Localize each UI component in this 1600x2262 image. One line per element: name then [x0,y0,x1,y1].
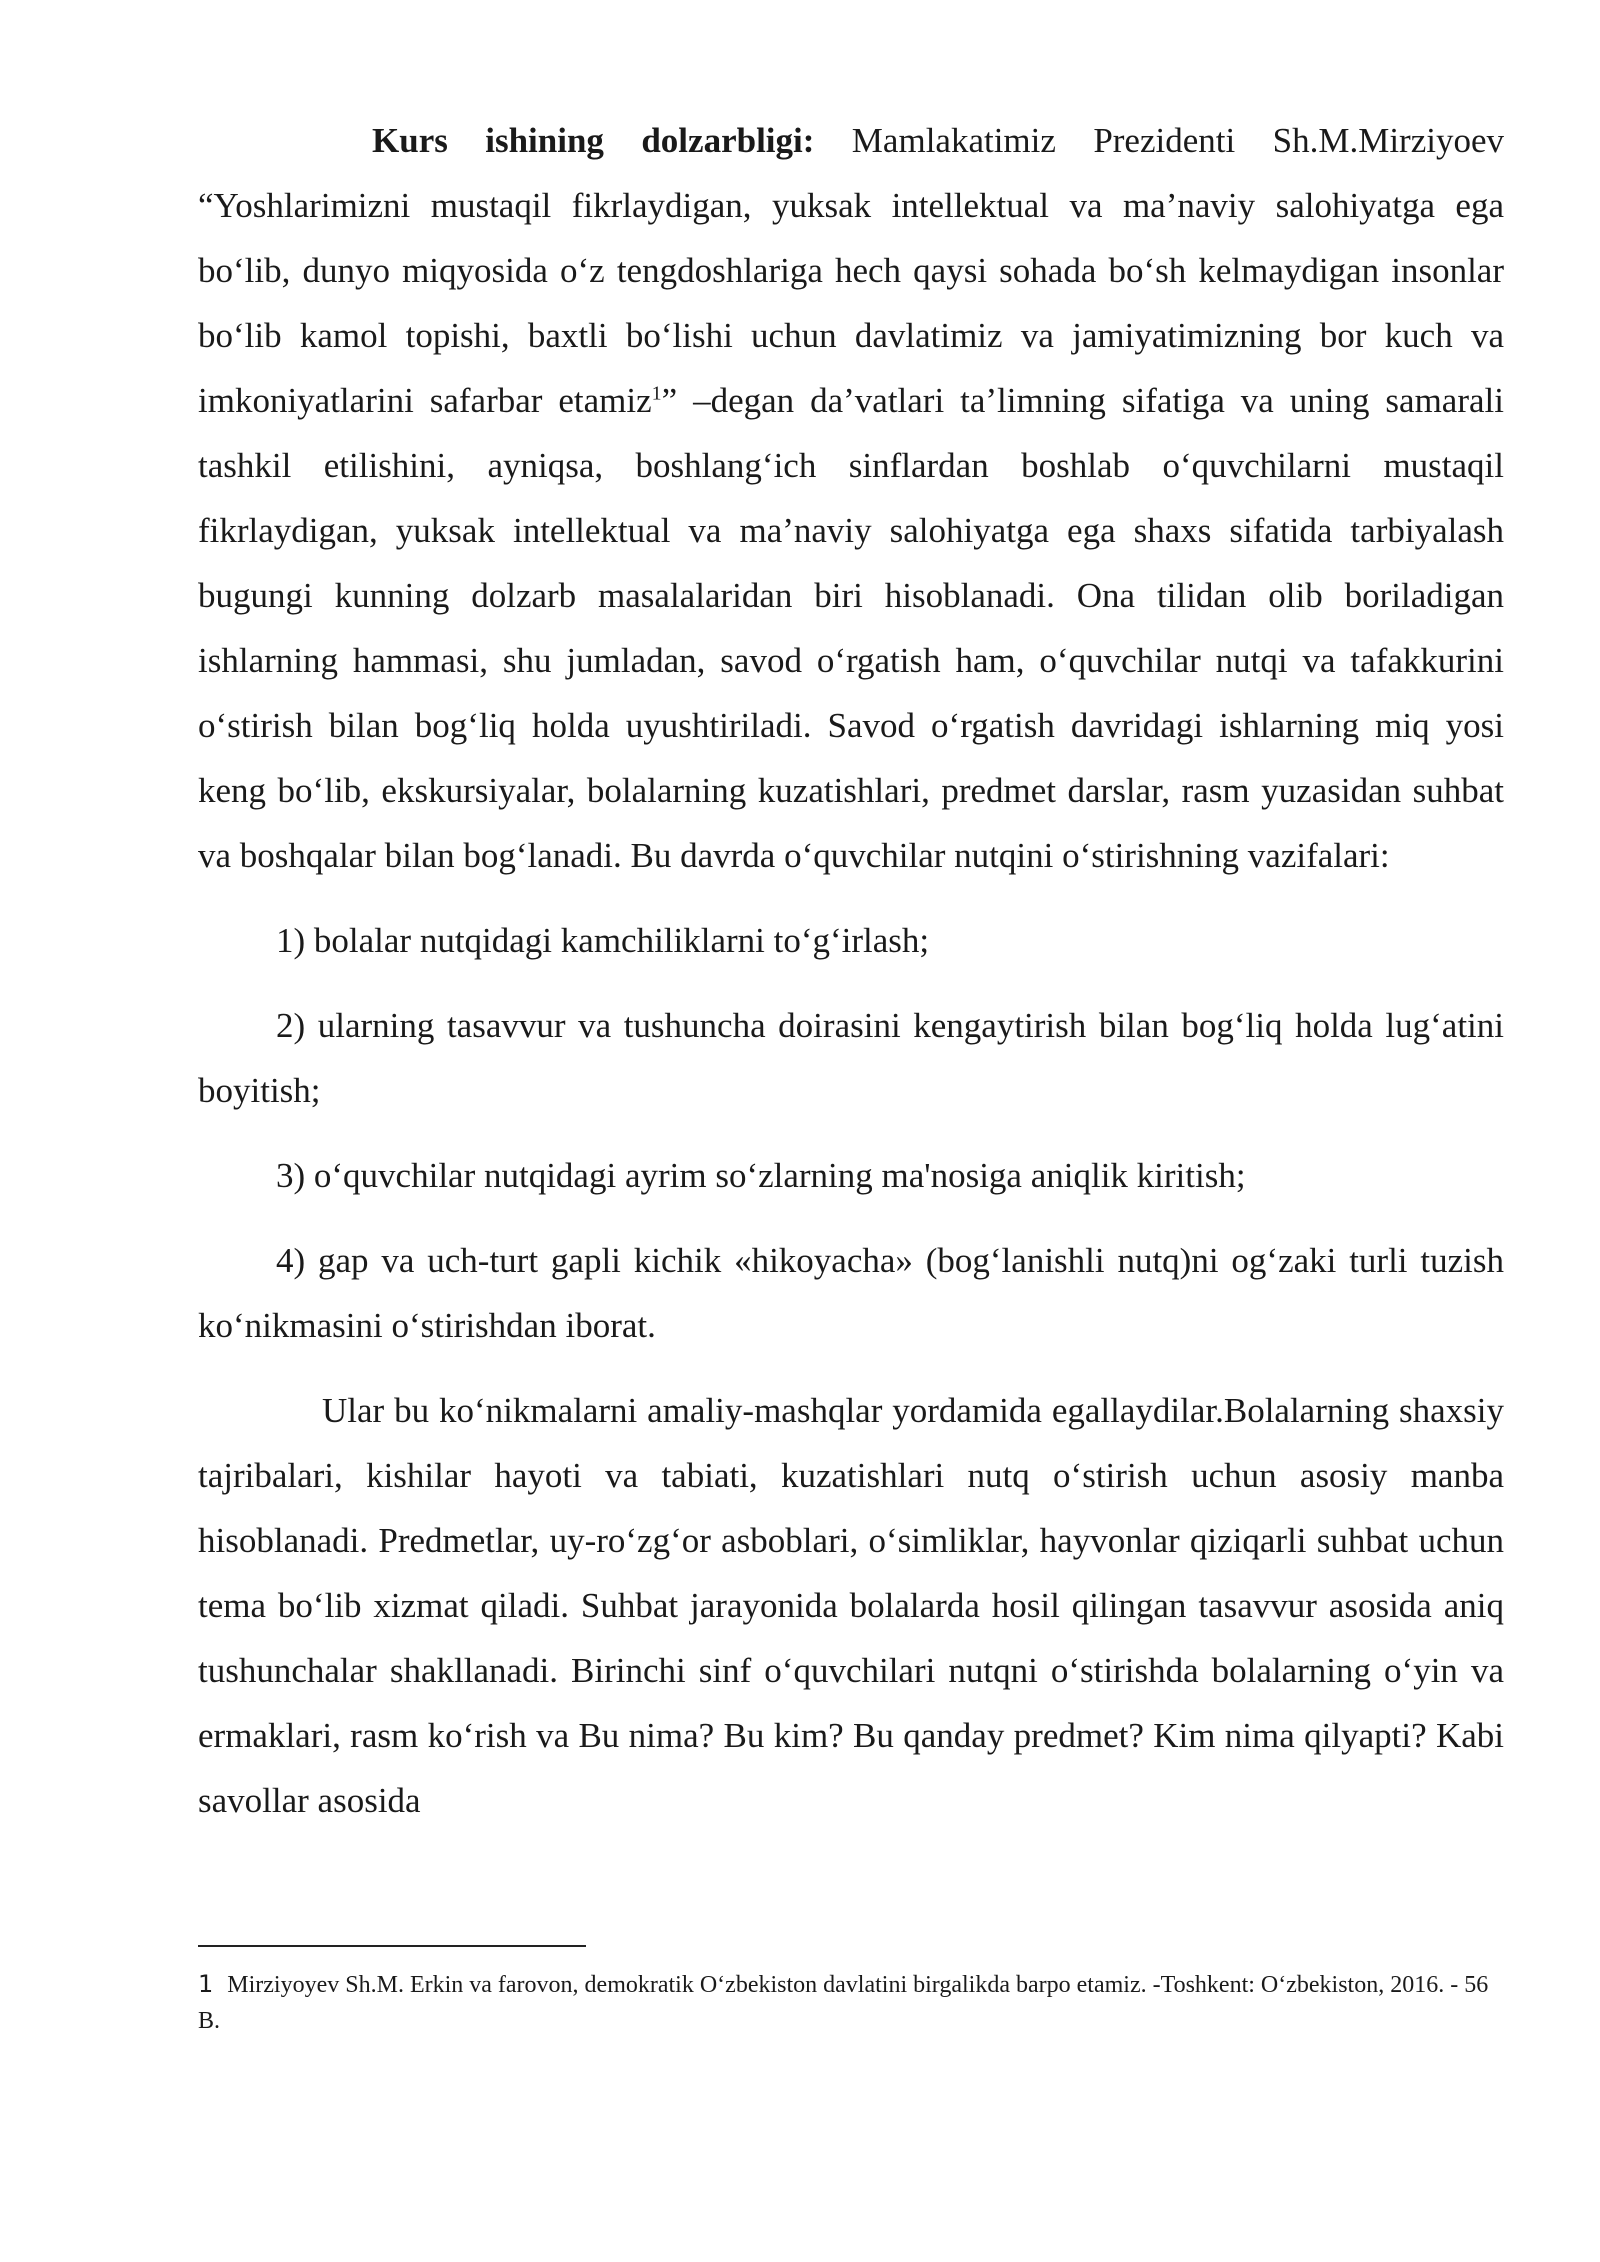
list-item-2: 2) ularning tasavvur va tushuncha doirasini kengaytirish bilan bog‘liq holda lug‘atini boyitish; [198,1006,1504,1110]
footnote-text: Mirziyoyev Sh.M. Erkin va farovon, demokratik O‘zbekiston davlatini birgalikda barpo etamiz. -Toshkent: O‘zbekiston, 2016. - 56 B. [198,1972,1489,2034]
footnote-reference[interactable]: 1 [651,382,662,405]
body-paragraph-2: Ular bu ko‘nikmalarni amaliy-mashqlar yordamida egallaydilar.Bolalarning shaxsiy tajribalari, kishilar hayoti va tabiati, kuzatishlari nutq o‘stirish uchun asosiy manba hisoblanadi. Predmetlar, uy-ro‘zg‘or asboblari, o‘simliklar, hayvonlar qiziqarli suhbat uchun tema bo‘lib xizmat qiladi. Suhbat jarayonida bolalarda hosil qilingan tasavvur asosida aniq tushunchalar shakllanadi. Birinchi sinf o‘quvchilari nutqni o‘stirishda bolalarning o‘yin va ermaklari, rasm ko‘rish va Bu nima? Bu kim? Bu qanday predmet? Kim nima qilyapti? Kabi savollar asosida [198,1391,1504,1820]
footnote-separator [198,1945,586,1947]
intro-text-continued: ” –degan da’vatlari ta’limning sifatiga va uning samarali tashkil etilishini, ayniqsa, boshlang‘ich sinflardan boshlab o‘quvchilarni mustaqil fikrlaydigan, yuksak intellektual va ma’naviy salohiyatga ega shaxs sifatida tarbiyalash bugungi kunning dolzarb masalalaridan biri hisoblanadi. Ona tilidan olib boriladigan ishlarning hammasi, shu jumladan, savod o‘rgatish ham, o‘quvchilar nutqi va tafakkurini o‘stirish bilan bog‘liq holda uyushtiriladi. Savod o‘rgatish davridagi ishlarning miq yosi keng bo‘lib, ekskursiyalar, bolalarning kuzatishlari, predmet darslar, rasm yuzasidan suhbat va boshqalar bilan bog‘lanadi. Bu davrda o‘quvchilar nutqini o‘stirishning vazifalari: [198,381,1504,875]
intro-paragraph [198,108,1504,888]
list-item-1: 1) bolalar nutqidagi kamchiliklarni to‘g‘irlash; [276,921,930,960]
footnote [198,1966,1504,2039]
section-heading: Kurs ishining dolzarbligi: [372,121,815,160]
intro-text: Mamlakatimiz Prezidenti Sh.M.Mirziyoev “Yoshlarimizni mustaqil fikrlaydigan, yuksak intellektual va ma’naviy salohiyatga ega bo‘lib, dunyo miqyosida o‘z tengdoshlariga hech qaysi sohada bo‘sh kelmaydigan insonlar bo‘lib kamol topishi, baxtli bo‘lishi uchun davlatimiz va jamiyatimizning bor kuch va imkoniyatlarini safarbar etamiz [198,121,1504,420]
footnote-number: 1 [198,1970,214,1998]
document-body [198,108,1504,1833]
list-item-4: 4) gap va uch-turt gapli kichik «hikoyacha» (bog‘lanishli nutq)ni og‘zaki turli tuzish ko‘nikmasini o‘stirishdan iborat. [198,1241,1504,1345]
list-item-3: 3) o‘quvchilar nutqidagi ayrim so‘zlarning ma'nosiga aniqlik kiritish; [276,1156,1246,1195]
